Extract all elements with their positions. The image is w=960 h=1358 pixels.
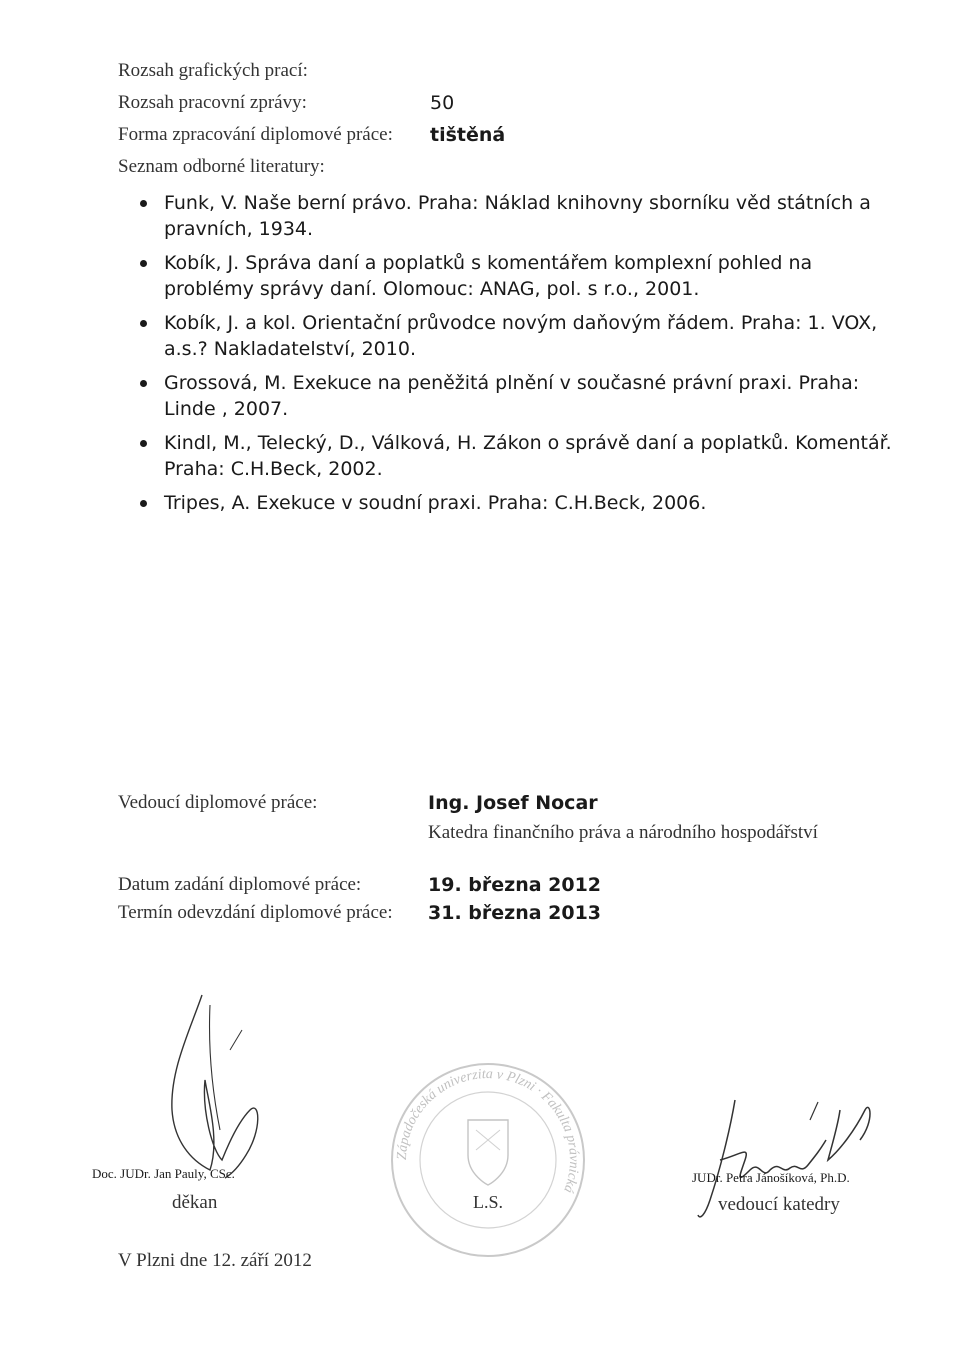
list-item: Kobík, J. a kol. Orientační průvodce novým daňovým řádem. Praha: 1. VOX, a.s.? Nakladatelství, 2010. bbox=[132, 310, 892, 362]
list-item: Kobík, J. Správa daní a poplatků s komentářem komplexní pohled na problémy správy daní. Olomouc: ANAG, pol. s r.o., 2001. bbox=[132, 250, 892, 302]
svg-text:Západočeská univerzita v Plzni bbox=[395, 1067, 581, 1195]
form-value: tištěná bbox=[430, 124, 506, 146]
reference-list bbox=[132, 190, 892, 524]
assigned-label: Datum zadání diplomové práce: bbox=[118, 874, 362, 895]
head-title: vedoucí katedry bbox=[718, 1194, 840, 1215]
report-label: Rozsah pracovní zprávy: bbox=[118, 92, 307, 113]
list-item: Funk, V. Naše berní právo. Praha: Náklad knihovny sborníku věd státních a pravních, 1934. bbox=[132, 190, 892, 242]
dean-title: děkan bbox=[172, 1192, 218, 1213]
place-date: V Plzni dne 12. září 2012 bbox=[118, 1250, 312, 1271]
head-name: JUDr. Petra Jánošíková, Ph.D. bbox=[692, 1170, 850, 1185]
seal-ring-text: Západočeská univerzita v Plzni · Fakulta právnická bbox=[394, 1066, 582, 1195]
graphics-label: Rozsah grafických prací: bbox=[118, 60, 308, 81]
faculty-seal bbox=[388, 1060, 588, 1260]
seal-label: L.S. bbox=[472, 1192, 504, 1212]
due-label: Termín odevzdání diplomové práce: bbox=[118, 902, 393, 923]
list-item: Tripes, A. Exekuce v soudní praxi. Praha: C.H.Beck, 2006. bbox=[132, 490, 892, 516]
supervisor-name: Ing. Josef Nocar bbox=[428, 792, 598, 814]
literature-label: Seznam odborné literatury: bbox=[118, 156, 325, 177]
report-value: 50 bbox=[430, 92, 455, 114]
list-item: Kindl, M., Telecký, D., Válková, H. Zákon o správě daní a poplatků. Komentář. Praha: C.H.Beck, 2002. bbox=[132, 430, 892, 482]
list-item: Grossová, M. Exekuce na peněžitá plnění v současné právní praxi. Praha: Linde , 2007. bbox=[132, 370, 892, 422]
assigned-value: 19. března 2012 bbox=[428, 874, 602, 896]
due-value: 31. března 2013 bbox=[428, 902, 602, 924]
dean-name: Doc. JUDr. Jan Pauly, CSc. bbox=[92, 1166, 235, 1181]
dean-signature bbox=[150, 990, 280, 1180]
form-label: Forma zpracování diplomové práce: bbox=[118, 124, 393, 145]
supervisor-department: Katedra finančního práva a národního hospodářství bbox=[428, 822, 818, 843]
supervisor-label: Vedoucí diplomové práce: bbox=[118, 792, 318, 813]
